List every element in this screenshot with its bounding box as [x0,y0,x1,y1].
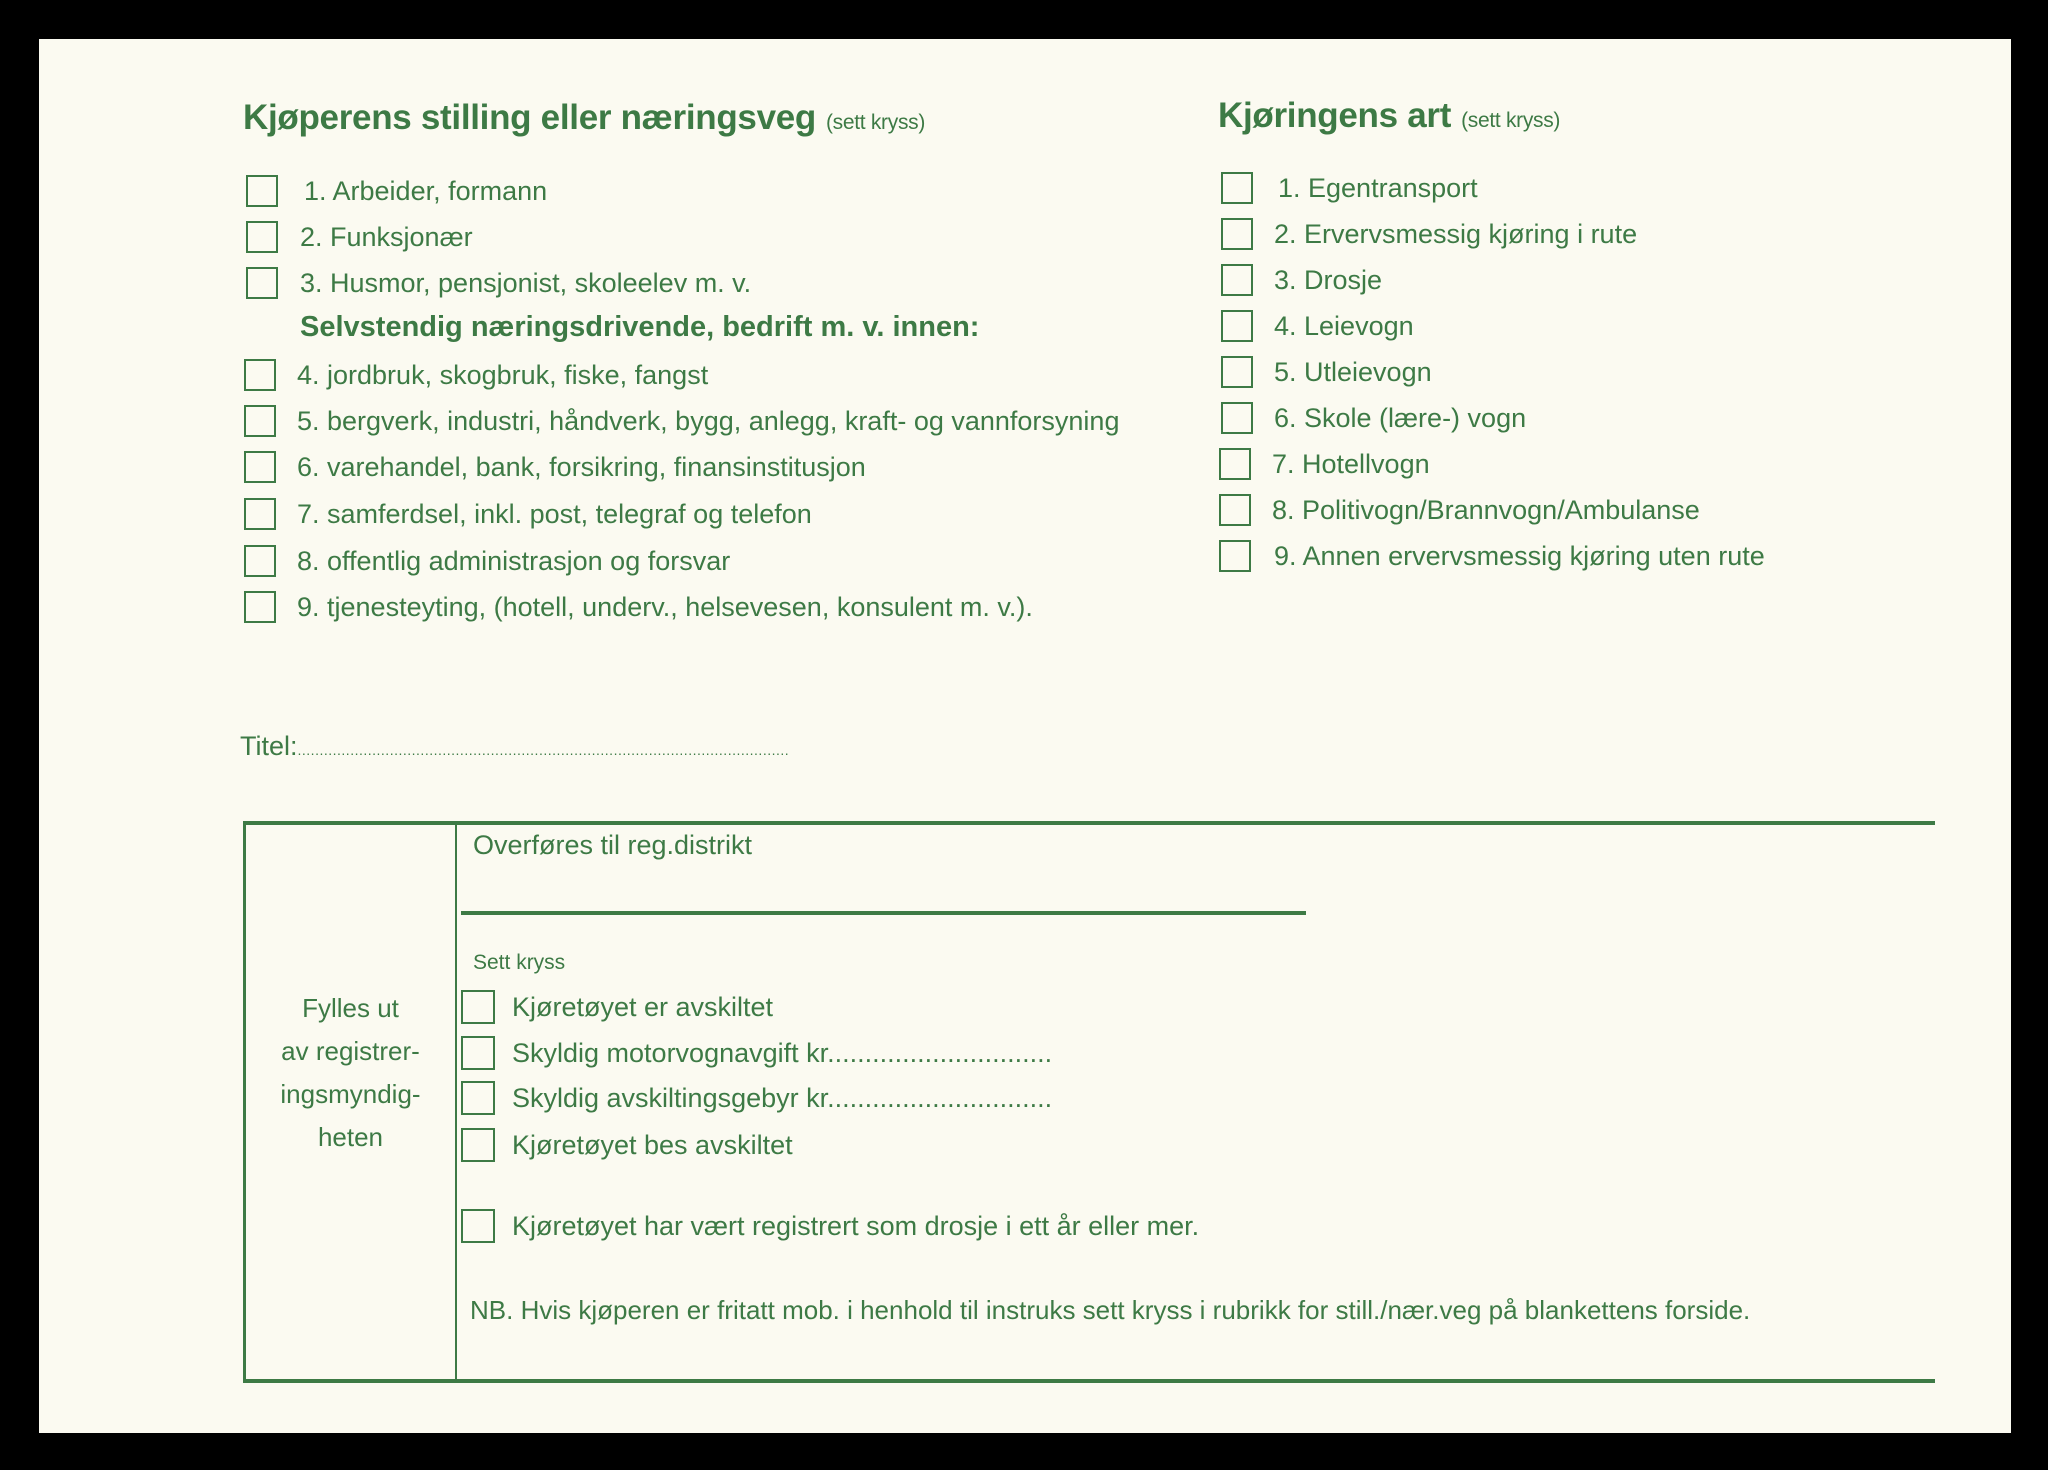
checkbox-driving-5[interactable] [1221,356,1253,388]
driving-label-3: 3. Drosje [1274,265,1383,295]
registrar-side-label [246,987,455,1159]
checkbox-occupation-6[interactable] [244,451,276,483]
sett-kryss-label: Sett kryss [473,951,566,974]
deregistration-fee-owed-label: Skyldig avskiltingsgebyr kr.............................. [512,1083,1053,1113]
side-label-line: ingsmyndig- [280,1079,421,1109]
driving-label-4: 4. Leievogn [1274,311,1414,341]
checkbox-request-deregistration[interactable] [461,1128,495,1162]
taxi-one-year-label: Kjøretøyet har vært registrert som drosje i ett år eller mer. [512,1211,1200,1241]
heading-note: (sett kryss) [825,111,926,134]
driving-label-9: 9. Annen ervervsmessig kjøring uten rute [1274,541,1765,571]
occupation-label-4: 4. jordbruk, skogbruk, fiske, fangst [297,360,709,390]
checkbox-occupation-1[interactable] [246,175,278,207]
checkbox-driving-9[interactable] [1219,540,1251,572]
driving-label-1: 1. Egentransport [1278,173,1478,203]
checkbox-occupation-4[interactable] [244,359,276,391]
box-divider [455,823,457,1381]
checkbox-occupation-5[interactable] [244,405,276,437]
checkbox-occupation-2[interactable] [246,221,278,253]
checkbox-vehicle-tax-owed[interactable] [461,1036,495,1070]
checkbox-driving-7[interactable] [1219,448,1251,480]
buyer-occupation-heading [243,98,925,138]
side-label-line: av registrer- [281,1036,420,1066]
driving-label-2: 2. Ervervsmessig kjøring i rute [1274,219,1638,249]
heading-text: Kjøringens art [1218,96,1452,135]
driving-label-8: 8. Politivogn/Brannvogn/Ambulanse [1272,495,1700,525]
heading-text: Kjøperens stilling eller næringsveg [243,98,816,137]
heading-note: (sett kryss) [1461,109,1561,132]
occupation-label-3: 3. Husmor, pensjonist, skoleelev m. v. [300,268,752,298]
transfer-district-field[interactable] [461,911,1306,915]
occupation-label-1: 1. Arbeider, formann [304,176,548,206]
checkbox-driving-1[interactable] [1221,172,1253,204]
occupation-label-6: 6. varehandel, bank, forsikring, finansinstitusjon [297,452,866,482]
title-label: Titel: [240,731,298,761]
checkbox-occupation-9[interactable] [244,591,276,623]
checkbox-driving-4[interactable] [1221,310,1253,342]
box-top-rule [243,821,1935,825]
request-deregistration-label: Kjøretøyet bes avskiltet [512,1130,793,1160]
occupation-label-2: 2. Funksjonær [300,222,473,252]
checkbox-occupation-7[interactable] [244,498,276,530]
checkbox-driving-8[interactable] [1219,494,1251,526]
checkbox-driving-3[interactable] [1221,264,1253,296]
driving-label-7: 7. Hotellvogn [1272,449,1430,479]
box-bottom-rule [243,1379,1935,1383]
title-dotted-line: ................................................................................................................ [297,742,790,758]
occupation-label-5: 5. bergverk, industri, håndverk, bygg, anlegg, kraft- og vannforsyning [297,406,1120,436]
nb-note: NB. Hvis kjøperen er fritatt mob. i henhold til instruks sett kryss i rubrikk for still./nær.veg på blankettens forside. [470,1295,1751,1325]
checkbox-occupation-8[interactable] [244,545,276,577]
occupation-label-8: 8. offentlig administrasjon og forsvar [297,546,731,576]
deregistered-label: Kjøretøyet er avskiltet [512,992,774,1022]
checkbox-deregistration-fee-owed[interactable] [461,1081,495,1115]
checkbox-driving-2[interactable] [1221,218,1253,250]
occupation-label-9: 9. tjenesteyting, (hotell, underv., helsevesen, konsulent m. v.). [297,592,1033,622]
vehicle-tax-owed-label: Skyldig motorvognavgift kr.............................. [512,1038,1053,1068]
driving-type-heading [1218,96,1560,136]
driving-label-5: 5. Utleievogn [1274,357,1432,387]
driving-label-6: 6. Skole (lære-) vogn [1274,403,1527,433]
checkbox-driving-6[interactable] [1221,402,1253,434]
transfer-district-label: Overføres til reg.distrikt [473,830,753,860]
side-label-line: heten [317,1122,384,1152]
checkbox-deregistered[interactable] [461,990,495,1024]
checkbox-taxi-one-year[interactable] [461,1209,495,1243]
occupation-label-7: 7. samferdsel, inkl. post, telegraf og telefon [297,499,812,529]
checkbox-occupation-3[interactable] [246,267,278,299]
title-field[interactable] [240,728,789,768]
self-employed-subheading: Selvstendig næringsdrivende, bedrift m. v. innen: [300,311,980,343]
side-label-line: Fylles ut [302,993,399,1023]
